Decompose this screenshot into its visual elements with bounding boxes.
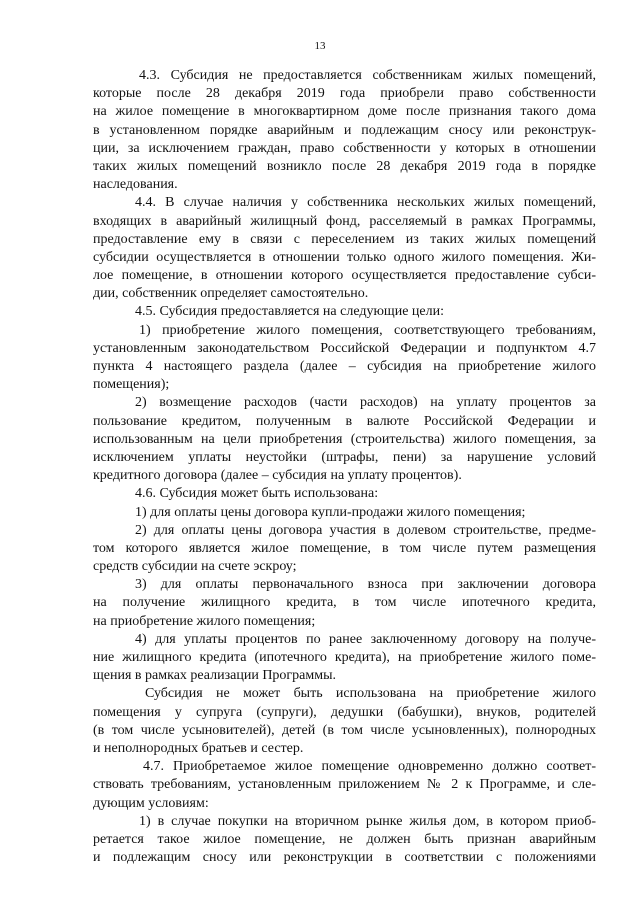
document-body [93,67,596,867]
text-line: ции, за исключением граждан, право собственности у которых в отношении [93,140,596,156]
text-line: на получение жилищного кредита, в том числе ипотечного кредита, [93,595,596,611]
text-line: кредитного договора (далее – субсидия на уплату процентов). [93,468,462,484]
text-line: 1) приобретение жилого помещения, соответствующего требованиям, [139,322,596,338]
text-line: в установленном порядке аварийным и подлежащим сносу или реконструк- [93,122,596,138]
text-line: на приобретение жилого помещения; [93,613,316,629]
text-line: дующим условиям: [93,795,209,811]
text-line: том которого является жилое помещение, в том числе путем размещения [93,540,596,556]
text-line: ствовать требованиям, установленным приложением № 2 к Программе, и сле- [93,777,596,793]
text-line: ние жилищного кредита (ипотечного кредита), на приобретение жилого поме- [93,650,596,665]
page-number: 13 [314,40,326,52]
text-line: ретается такое жилое помещение, не должен быть признан аварийным [93,831,596,847]
text-line: 1) в случае покупки на вторичном рынке жилья дом, в котором приоб- [139,813,596,829]
text-line: 2) для оплаты цены договора участия в долевом строительстве, предме- [135,522,596,538]
text-line: наследования. [93,177,178,193]
text-line: 4.6. Субсидия может быть использована: [135,486,379,502]
text-line: использованным на цели приобретения (строительства) жилого помещения, за [93,431,596,447]
text-line: таких жилых помещений возникло после 28 декабря 2019 года в порядке [93,158,596,174]
text-line: 4.4. В случае наличия у собственника нескольких жилых помещений, [135,195,596,211]
text-line: предоставление ему в связи с переселением из таких жилых помещений [93,231,596,247]
text-line: помещения); [93,377,170,393]
text-line: пункта 4 настоящего раздела (далее – субсидия на приобретение жилого [93,359,596,374]
text-line: лое помещение, в отношении которого осуществляется предоставление субси- [93,268,596,284]
text-line: 4.7. Приобретаемое жилое помещение одновременно должно соответ- [143,759,596,775]
text-line: 1) для оплаты цены договора купли-продажи жилого помещения; [135,504,526,520]
text-line: 2) возмещение расходов (части расходов) на уплату процентов за [135,395,596,411]
text-line: входящих в аварийный жилищный фонд, расселяемый в рамках Программы, [93,213,596,229]
text-line: помещения у супруга (супруги), дедушки (бабушки), внуков, родителей [93,704,596,720]
text-line: субсидии осуществляется в отношении только одного жилого помещения. Жи- [93,249,596,265]
text-line: средств субсидии на счете эскроу; [93,559,297,575]
text-line: пользование кредитом, полученным в валюте Российской Федерации и [93,413,596,429]
text-line: и неполнородных братьев и сестер. [93,740,304,756]
text-line: 4.3. Субсидия не предоставляется собственникам жилых помещений, [139,68,596,83]
text-line: исключением уплаты неустойки (штрафы, пени) за нарушение условий [93,449,596,465]
text-line: (в том числе усыновителей), детей (в том числе усыновленных), полнородных [93,722,596,738]
text-line: дии, собственник определяет самостоятельно. [93,286,369,302]
text-line: 4.5. Субсидия предоставляется на следующие цели: [135,304,444,320]
text-line: на жилое помещение в многоквартирном доме после признания такого дома [93,104,596,120]
text-line: и подлежащим сносу или реконструкции в соответствии с положениями [93,850,596,866]
text-line: установленным законодательством Российской Федерации и подпунктом 4.7 [93,340,596,356]
text-line: Субсидия не может быть использована на приобретение жилого [145,686,596,702]
text-line: щения в рамках реализации Программы. [93,668,337,684]
text-line: 4) для уплаты процентов по ранее заключенному договору на получе- [135,631,596,647]
text-line: 3) для оплаты первоначального взноса при заключении договора [135,577,596,593]
text-line: которые после 28 декабря 2019 года приобрели право собственности [93,86,596,102]
